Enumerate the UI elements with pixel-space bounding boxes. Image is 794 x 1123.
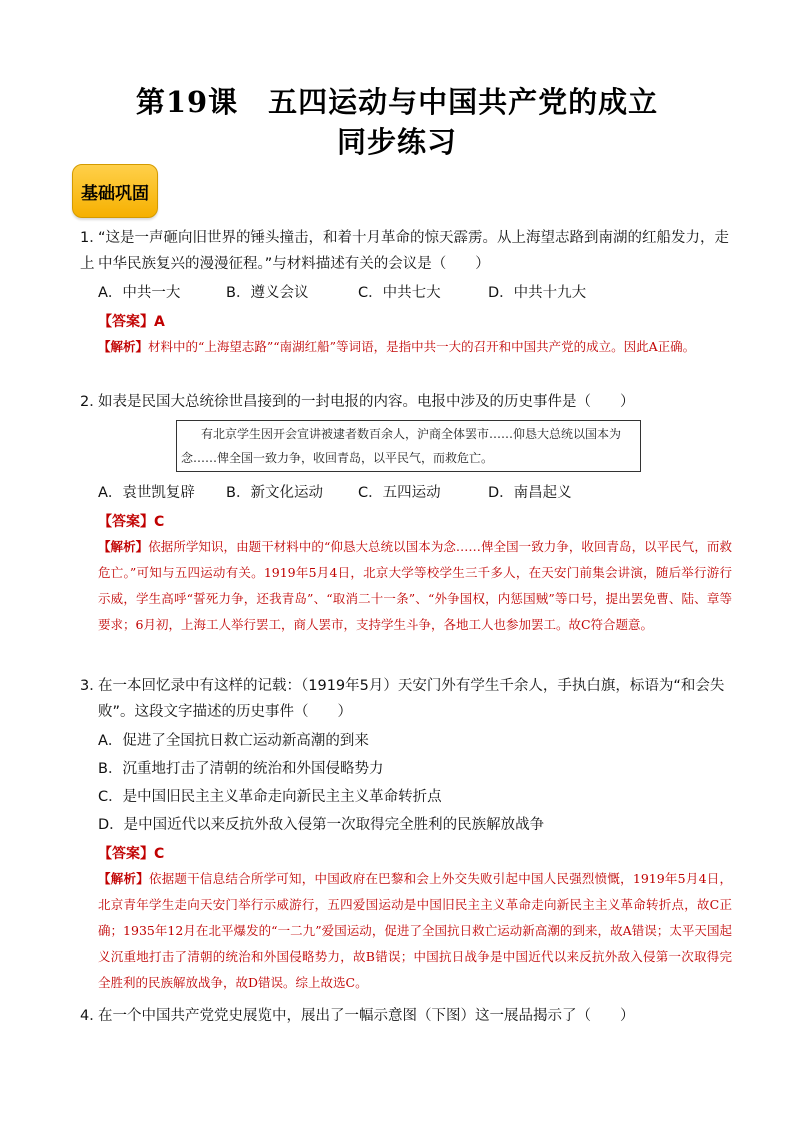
question-3-answer [98,843,164,863]
question-1-number: 1． [80,230,104,246]
answer-tag: 【答案】 [98,514,154,530]
question-2-option-a: A．袁世凯复辟 [98,485,195,501]
question-2-option-b: B．新文化运动 [226,485,323,501]
question-3-option-c: C．是中国旧民主主义革命走向新民主主义革命转折点 [98,789,442,805]
explanation-tag: 【解析】 [98,871,149,886]
question-3-option-d: D．是中国近代以来反抗外敌入侵第一次取得完全胜利的民族解放战争 [98,817,545,833]
question-2-options [98,480,572,506]
question-1-option-b: B．遵义会议 [226,285,309,301]
page-subtitle: 同步练习 [336,125,457,159]
answer-value: C [154,846,165,862]
answer-tag: 【答案】 [98,314,154,330]
explanation-text: 材料中的“上海望志路”“南湖红船”等词语，是指中共一大的召开和中国共产党的成立。因此A正确。 [148,339,696,354]
explanation-text: 依据所学知识，由题干材料中的“仰恳大总统以国本为念……俾全国一致力争，收回青岛，以平民气，而救危亡。”可知与五四运动有关。1919年5月4日，北京大学等校学生三千多人，在天安门前集会讲演，随后举行游行示威，学生高呼“誓死力争，还我青岛”、“取消二十一条”、“外争国权，内惩国贼”等口号，提出罢免曹、陆、章等要求；6月初，上海工人举行罢工，商人罢市，支持学生斗争，各地工人也参加罢工。故C符合题意。 [98,539,732,632]
telegram-line-2: 念……俾全国一致力争，收回青岛，以平民气，而救危亡。 [181,451,494,465]
question-1-options [98,280,586,306]
question-1-option-c: C．中共七大 [358,285,441,301]
explanation-tag: 【解析】 [98,339,149,354]
question-4-stem-line1: 在一个中国共产党党史展览中，展出了一幅示意图（下图）这一展品揭示了（ ） [98,1008,635,1024]
question-4-stem [80,1003,730,1029]
explanation-text: 依据题干信息结合所学可知，中国政府在巴黎和会上外交失败引起中国人民强烈愤慨，1919年5月4日，北京青年学生走向天安门举行示威游行，五四爱国运动是中国旧民主主义革命走向新民主主义革命转折点，故C正确；1935年12月在北平爆发的“一二九”爱国运动，促进了全国抗日救亡运动新高潮的到来，故A错误；太平天国起义沉重地打击了清朝的统治和外国侵略势力，故B错误；中国抗日战争是中国近代以来反抗外敌入侵第一次取得完全胜利的民族解放战争，故D错误。综上故选C。 [98,871,732,990]
telegram-line-1: 有北京学生因开会宣讲被逮者数百余人，沪商全体罢市……仰恳大总统以国本为 [201,427,622,441]
explanation-tag: 【解析】 [98,539,149,554]
question-2-explanation [98,534,732,638]
question-3-option-a: A．促进了全国抗日救亡运动新高潮的到来 [98,733,369,749]
answer-value: C [154,514,165,530]
question-3-stem [80,673,730,699]
question-3-option-b: B．沉重地打击了清朝的统治和外国侵略势力 [98,761,384,777]
question-2-stem-line1: 如表是民国大总统徐世昌接到的一封电报的内容。电报中涉及的历史事件是（ ） [98,394,635,410]
question-3-number: 3． [80,678,104,694]
question-2-option-d: D．南昌起义 [488,485,572,501]
answer-value: A [154,314,165,330]
question-1-explanation [98,334,732,360]
question-3-explanation [98,866,732,996]
question-3-stem-line1: 在一本回忆录中有这样的记载：（1919年5月）天安门外有学生千余人，手执白旗，标语为“和会失 [98,678,725,694]
telegram-box [176,420,641,472]
answer-tag: 【答案】 [98,846,154,862]
question-1-answer [98,311,165,331]
question-2-number: 2． [80,394,104,410]
section-badge: 基础巩固 [72,164,158,218]
question-1-stem-line2: 中华民族复兴的漫漫征程。”与材料描述有关的会议是（ ） [98,256,490,272]
question-1-stem-line1: “这是一声砸向旧世界的锤头撞击，和着十月革命的惊天霹雳。从上海望志路到南湖的红船发力，走上 [80,230,730,272]
question-2-stem [80,389,730,415]
question-4-number: 4． [80,1008,104,1024]
page-title: 第19课 五四运动与中国共产党的成立 [135,85,659,119]
question-1-option-d: D．中共十九大 [488,285,587,301]
question-3-stem-line2: 败”。这段文字描述的历史事件（ ） [98,704,353,720]
question-2-option-c: C．五四运动 [358,485,441,501]
question-2-answer [98,511,164,531]
question-1-option-a: A．中共一大 [98,285,181,301]
